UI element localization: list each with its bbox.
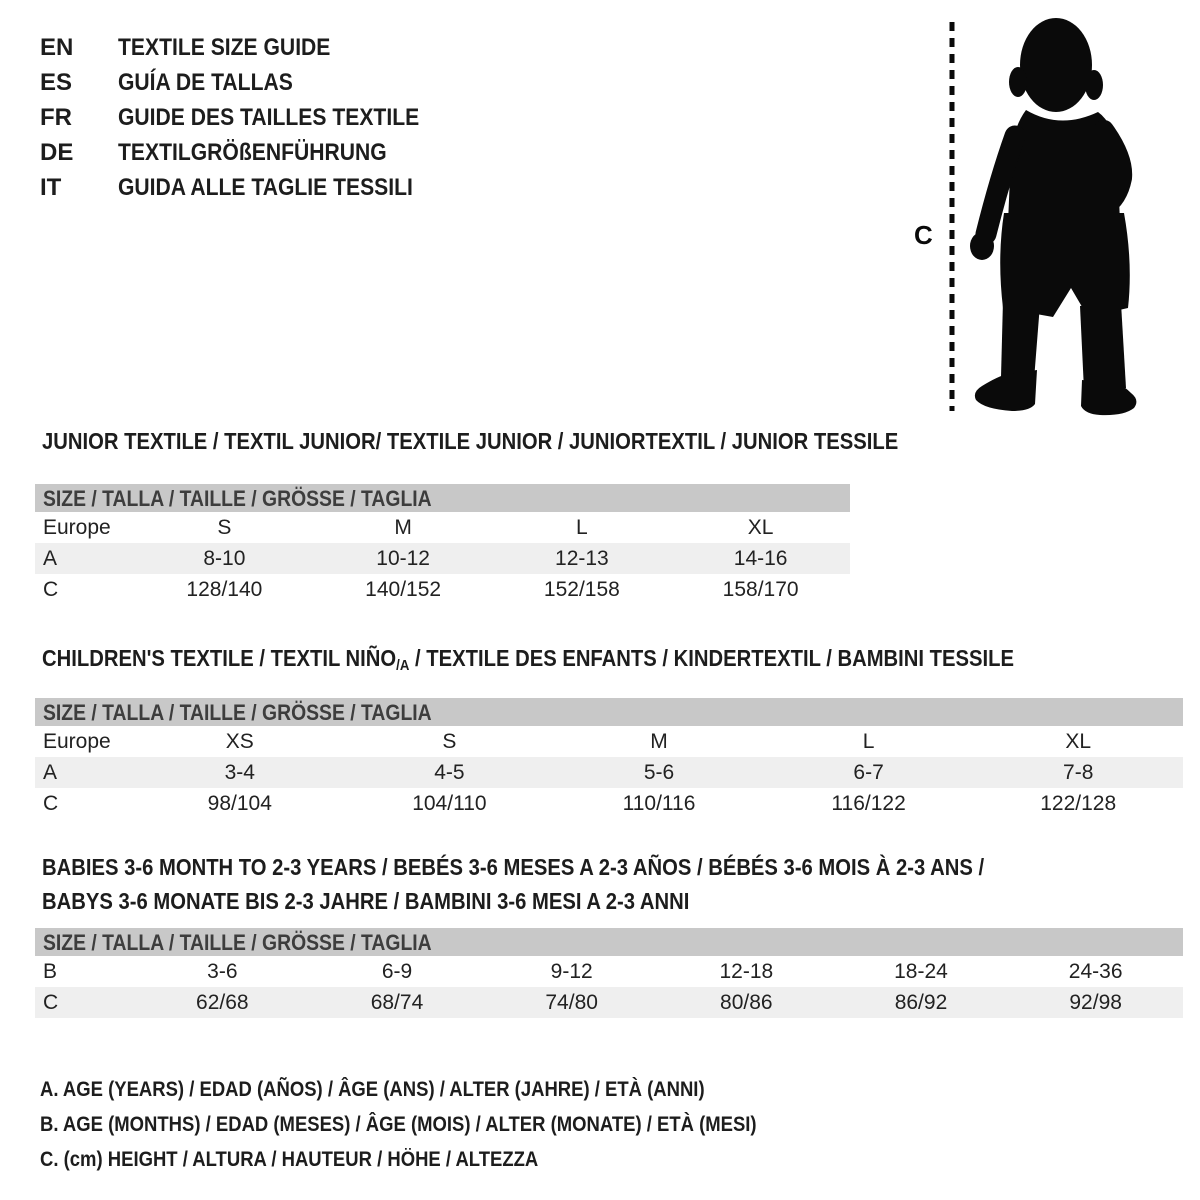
size-header-bar xyxy=(35,928,1183,956)
size-header-bar xyxy=(35,698,1183,726)
row-label: C xyxy=(43,991,59,1014)
table-cell: 104/110 xyxy=(412,792,487,815)
height-label: C xyxy=(914,220,933,250)
baby-silhouette-icon xyxy=(970,18,1136,415)
table-cell: 122/128 xyxy=(1040,792,1117,815)
language-label xyxy=(118,170,460,205)
title-post: / TEXTILE DES ENFANTS / KINDERTEXTIL / BAMBINI TESSILE xyxy=(409,645,1015,671)
row-label: C xyxy=(43,578,59,601)
language-label-text: GUIDE DES TAILLES TEXTILE xyxy=(118,104,420,131)
row-label: B xyxy=(43,960,58,983)
table-cell: 92/98 xyxy=(1069,991,1122,1014)
table-cell: 14-16 xyxy=(733,547,788,570)
table-cell: 140/152 xyxy=(365,578,442,601)
size-header-label: SIZE / TALLA / TAILLE / GRÖSSE / TAGLIA xyxy=(43,930,432,955)
row-label: C xyxy=(43,792,59,815)
table-cell: 128/140 xyxy=(186,578,263,601)
section-title xyxy=(35,428,899,454)
table-cell: 3-4 xyxy=(224,761,255,784)
table-cell: 152/158 xyxy=(543,578,620,601)
language-label xyxy=(118,100,460,135)
table-row xyxy=(35,757,1183,788)
language-label-text: TEXTILGRÖßENFÜHRUNG xyxy=(118,139,387,166)
row-label: Europe xyxy=(43,516,111,539)
section-title-text: BABIES 3-6 MONTH TO 2-3 YEARS / BEBÉS 3-6 MESES A 2-3 AÑOS / BÉBÉS 3-6 MOIS À 2-3 ANS / xyxy=(42,854,985,880)
section-title-text: BABYS 3-6 MONATE BIS 2-3 JAHRE / BAMBINI 3-6 MESI A 2-3 ANNI xyxy=(42,888,690,914)
table-row xyxy=(35,574,850,605)
table-cell: 7-8 xyxy=(1063,761,1094,784)
size-header-label: SIZE / TALLA / TAILLE / GRÖSSE / TAGLIA xyxy=(43,700,432,725)
section-children-textile xyxy=(35,645,1183,819)
language-row xyxy=(40,170,460,205)
language-code: DE xyxy=(40,139,74,166)
language-label-text: GUÍA DE TALLAS xyxy=(118,69,293,96)
language-code: ES xyxy=(40,69,73,96)
language-label-text: GUIDA ALLE TAGLIE TESSILI xyxy=(118,174,413,201)
row-label: A xyxy=(43,547,58,570)
section-title xyxy=(35,850,1183,884)
table-cell: L xyxy=(576,516,588,539)
table-cell: S xyxy=(217,516,232,539)
table-cell: XL xyxy=(747,516,774,539)
section-babies-textile xyxy=(35,850,1183,1018)
height-measure-figure xyxy=(900,8,1160,420)
table-cell: 158/170 xyxy=(722,578,799,601)
section-junior-textile xyxy=(35,428,899,605)
title-pre: CHILDREN'S TEXTILE / TEXTIL NIÑO xyxy=(42,645,397,671)
table-cell: 5-6 xyxy=(643,761,675,784)
language-code: EN xyxy=(40,34,74,61)
row-label: A xyxy=(43,761,58,784)
footnote-line xyxy=(40,1072,854,1107)
section-title-text: JUNIOR TEXTILE / TEXTIL JUNIOR/ TEXTILE JUNIOR / JUNIORTEXTIL / JUNIOR TESSILE xyxy=(42,428,899,454)
table-cell: S xyxy=(442,730,457,753)
table-cell: 110/116 xyxy=(622,792,696,815)
table-cell: XL xyxy=(1065,730,1092,753)
table-cell: 68/74 xyxy=(370,991,424,1014)
table-row xyxy=(35,512,850,543)
table-row xyxy=(35,987,1183,1018)
table-row xyxy=(35,956,1183,987)
table-cell: 12-18 xyxy=(719,960,774,983)
table-row xyxy=(35,543,850,574)
footnote-line xyxy=(40,1107,854,1142)
row-label: Europe xyxy=(43,730,111,753)
table-cell: 8-10 xyxy=(203,547,246,570)
title-sub: /A xyxy=(396,657,410,674)
footnote-line xyxy=(40,1142,854,1177)
table-cell: 10-12 xyxy=(376,547,430,570)
footnotes xyxy=(40,1072,854,1177)
table-cell: 62/68 xyxy=(196,991,249,1014)
language-label xyxy=(118,135,460,170)
table-row xyxy=(35,726,1183,757)
section-title-text xyxy=(42,645,1014,679)
table-cell: 98/104 xyxy=(207,792,272,815)
table-cell: M xyxy=(650,730,668,753)
table-cell: 18-24 xyxy=(894,960,948,983)
table-cell: L xyxy=(862,730,875,753)
footnote-text: A. AGE (YEARS) / EDAD (AÑOS) / ÂGE (ANS) / ALTER (JAHRE) / ETÀ (ANNI) xyxy=(40,1078,705,1101)
language-row xyxy=(40,135,460,170)
language-row xyxy=(40,65,460,100)
language-row xyxy=(40,100,460,135)
language-label xyxy=(118,65,460,100)
size-header-bar xyxy=(35,484,850,512)
section-title xyxy=(35,645,1183,679)
table-cell: 4-5 xyxy=(434,761,465,784)
language-code: IT xyxy=(40,174,62,201)
language-row xyxy=(40,30,460,65)
table-cell: XS xyxy=(225,730,254,753)
table-cell: 6-7 xyxy=(853,761,884,784)
table-cell: 9-12 xyxy=(550,960,593,983)
language-code: FR xyxy=(40,104,72,131)
table-cell: 74/80 xyxy=(545,991,598,1014)
language-list xyxy=(40,30,460,205)
table-cell: 24-36 xyxy=(1068,960,1123,983)
footnote-text: C. (cm) HEIGHT / ALTURA / HAUTEUR / HÖHE / ALTEZZA xyxy=(40,1148,539,1171)
footnote-text: B. AGE (MONTHS) / EDAD (MESES) / ÂGE (MOIS) / ALTER (MONATE) / ETÀ (MESI) xyxy=(40,1113,757,1136)
language-label-text: TEXTILE SIZE GUIDE xyxy=(118,34,331,61)
size-header-label: SIZE / TALLA / TAILLE / GRÖSSE / TAGLIA xyxy=(43,486,432,511)
table-cell: 6-9 xyxy=(381,960,413,983)
table-cell: M xyxy=(394,516,412,539)
table-cell: 3-6 xyxy=(207,960,238,983)
language-label xyxy=(118,30,460,65)
table-cell: 116/122 xyxy=(831,792,906,815)
section-title xyxy=(35,884,1183,918)
table-row xyxy=(35,788,1183,819)
table-cell: 12-13 xyxy=(555,547,609,570)
table-cell: 86/92 xyxy=(894,991,948,1014)
table-cell: 80/86 xyxy=(720,991,773,1014)
